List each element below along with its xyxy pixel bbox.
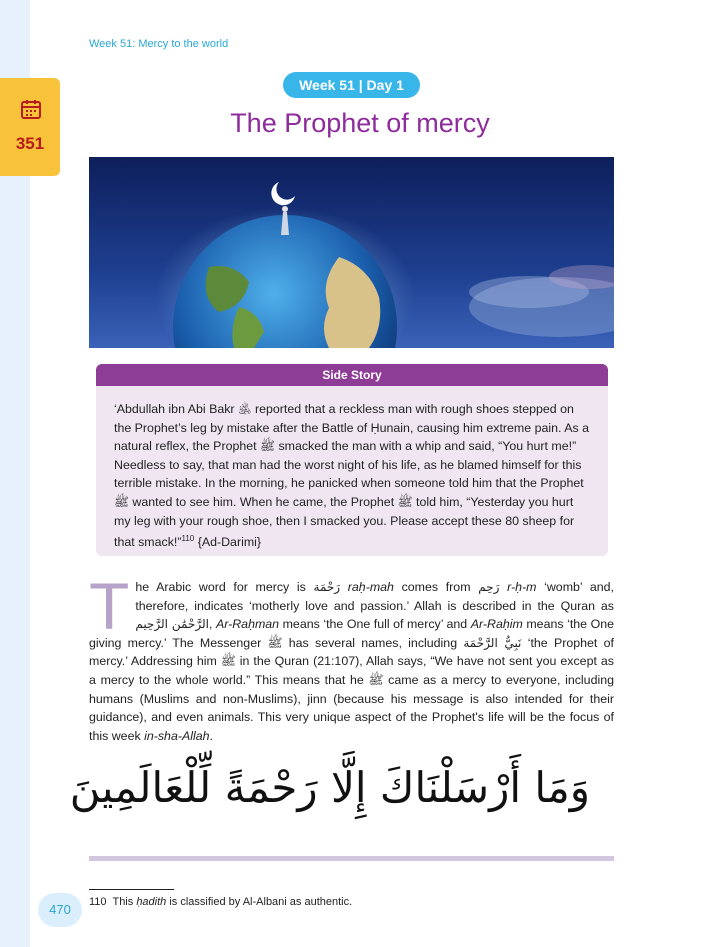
translit-ar-rahman: Ar-Raḥman — [215, 617, 280, 632]
body-text-2: comes from — [393, 580, 479, 594]
week-day-badge: Week 51 | Day 1 — [283, 72, 420, 98]
body-text-7: ‘the Prophet of mercy.’ Addressing him ﷺ in the Quran (21:107), Allah says, “We have not sent you except as a mercy to the whole world.” This means that he ﷺ came as a mercy to everyone, including humans (Muslims and non-Muslims), jinn (because his message is also intended for their guidance), and even animals. This very unique aspect of the Prophet's life will be the focus of this week — [89, 635, 614, 743]
footnote-ref: 110 — [181, 534, 195, 544]
section-divider — [89, 856, 614, 861]
drop-cap: T — [89, 569, 130, 643]
page-title: The Prophet of mercy — [230, 108, 490, 138]
quran-calligraphy: وَمَا أَرْسَلْنَاكَ إِلَّا رَحْمَةً لِّلْعَالَمِينَ — [69, 763, 590, 812]
translit-ar-rahim: Ar-Raḥim — [470, 617, 523, 632]
body-text-1: he Arabic word for mercy is — [135, 580, 314, 594]
footnote-pre: This — [112, 896, 137, 908]
running-header: Week 51: Mercy to the world — [89, 38, 229, 50]
globe-with-crescent-image — [89, 157, 614, 348]
body-text-4: , — [208, 617, 216, 632]
footnote-rule — [89, 889, 174, 890]
body-text-5: means ‘the One full of mercy’ and — [279, 617, 471, 632]
day-number: 351 — [15, 134, 45, 153]
arabic-rahmah: رَحْمَة — [313, 580, 341, 594]
main-paragraph — [89, 569, 614, 745]
body-text-8: . — [209, 728, 213, 743]
side-story-source: {Ad-Darimi} — [194, 535, 262, 550]
footnote-post: is classified by Al-Albani as authentic. — [166, 896, 353, 908]
side-story-heading: Side Story — [96, 364, 608, 386]
footnote — [89, 896, 352, 908]
arabic-root: رَحِم — [478, 580, 500, 594]
arabic-names: الرَّحْمَٰن الرَّحِيم — [135, 617, 209, 632]
body-text-3: ‘womb’ and, therefore, indicates ‘motherly love and passion.’ Allah is described in the Quran as — [135, 580, 614, 613]
body-text-6: means ‘the One giving mercy.’ The Messenger ﷺ has several names, including — [89, 617, 614, 650]
translit-rahmah: raḥ-mah — [347, 580, 394, 594]
translit-root: r-ḥ-m — [507, 580, 537, 594]
translit-insha: in-sha-Allah — [144, 728, 210, 743]
side-story-body: ‘Abdullah ibn Abi Bakr ﵁ reported that a reckless man with rough shoes stepped on the Prophet’s leg by mistake after the Battle of Ḥunain, causing him extreme pain. As a natural reflex, the Prophet ﷺ smacked the man with a whip and said, “You hurt me!” Needless to say, that man had the worst night of his life, as he blamed himself for this terrible mistake. In the morning, he panicked when someone told him that the Prophet ﷺ wanted to see him. When he came, the Prophet ﷺ told him, “Yesterday you hurt my leg with your rough shoe, then I smacked you. Please accept these 80 sheep for that smack!” — [114, 402, 590, 550]
arabic-nabi: نَبِيُّ الرَّحْمَة — [463, 635, 522, 650]
side-story-box — [96, 364, 608, 556]
footnote-number: 110 — [89, 896, 107, 908]
footnote-hadith: ḥadith — [136, 896, 167, 908]
page-number: 470 — [38, 893, 82, 927]
side-story-text — [114, 400, 592, 552]
